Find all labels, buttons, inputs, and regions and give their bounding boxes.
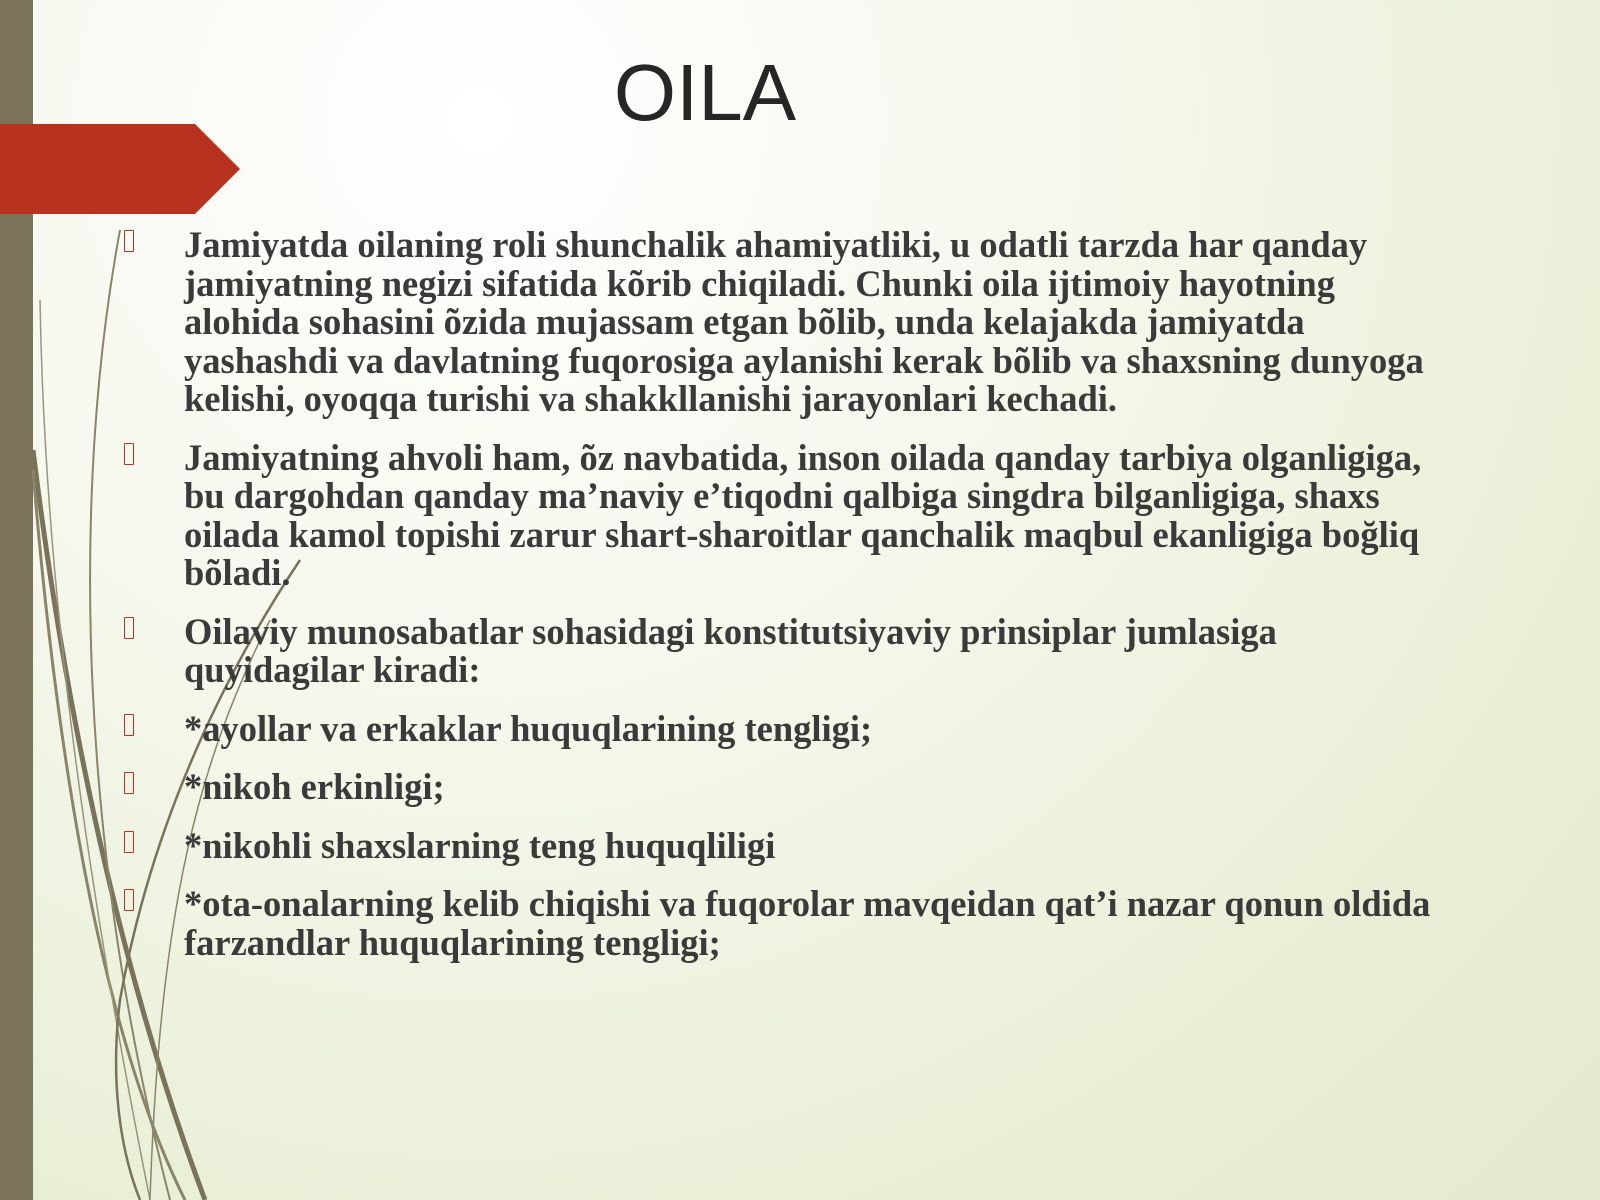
square-outline-bullet-icon — [124, 831, 134, 853]
square-outline-bullet-icon — [124, 714, 134, 736]
slide-title: OILA — [613, 48, 797, 137]
list-item-text: *nikohli shaxslarning teng huquqliligi — [184, 824, 776, 866]
list-item-text: *ayollar va erkaklar huquqlarining tengligi; — [184, 707, 873, 749]
list-item-text: Jamiyatda oilaning roli shunchalik ahamiyatliki, u odatli tarzda har qanday jamiyatning negizi sifatida kõrib chiqiladi. Chunki oila ijtimoiy hayotning alohida sohasini õzida mujassam etgan bõlib, unda kelajakda jamiyatda yashashdi va davlatning fuqorosiga aylanishi kerak bõlib va shaxsning dunyoga kelishi, oyoqqa turishi va shakkllanishi jarayonlari kechadi. — [184, 224, 1424, 419]
list-item — [124, 707, 1444, 749]
list-item — [124, 610, 1444, 690]
list-item-text: *ota-onalarning kelib chiqishi va fuqorolar mavqeidan qat’i nazar qonun oldida farzandlar huquqlarining tengligi; — [184, 883, 1431, 963]
list-item-text: Jamiyatning ahvoli ham, õz navbatida, inson oilada qanday tarbiya olganligiga, bu dargohdan qanday ma’naviy e’tiqodni qalbiga singdra bilganligiga, shaxs oilada kamol topishi zarur shart-sharoitlar qanchalik maqbul ekanligiga boğliq bõladi. — [184, 436, 1422, 593]
square-outline-bullet-icon — [124, 889, 134, 911]
square-outline-bullet-icon — [124, 772, 134, 794]
square-outline-bullet-icon — [124, 617, 134, 639]
list-item-text: *nikoh erkinligi; — [184, 766, 445, 807]
list-item — [124, 436, 1444, 593]
list-item — [124, 885, 1444, 962]
square-outline-bullet-icon — [124, 443, 134, 465]
list-item-text: Oilaviy munosabatlar sohasidagi konstitutsiyaviy prinsiplar jumlasiga quyidagilar kiradi: — [184, 610, 1277, 690]
bullet-list — [124, 226, 1444, 982]
square-outline-bullet-icon — [124, 230, 134, 252]
list-item — [124, 824, 1444, 866]
list-item — [124, 768, 1444, 807]
list-item — [124, 226, 1444, 419]
